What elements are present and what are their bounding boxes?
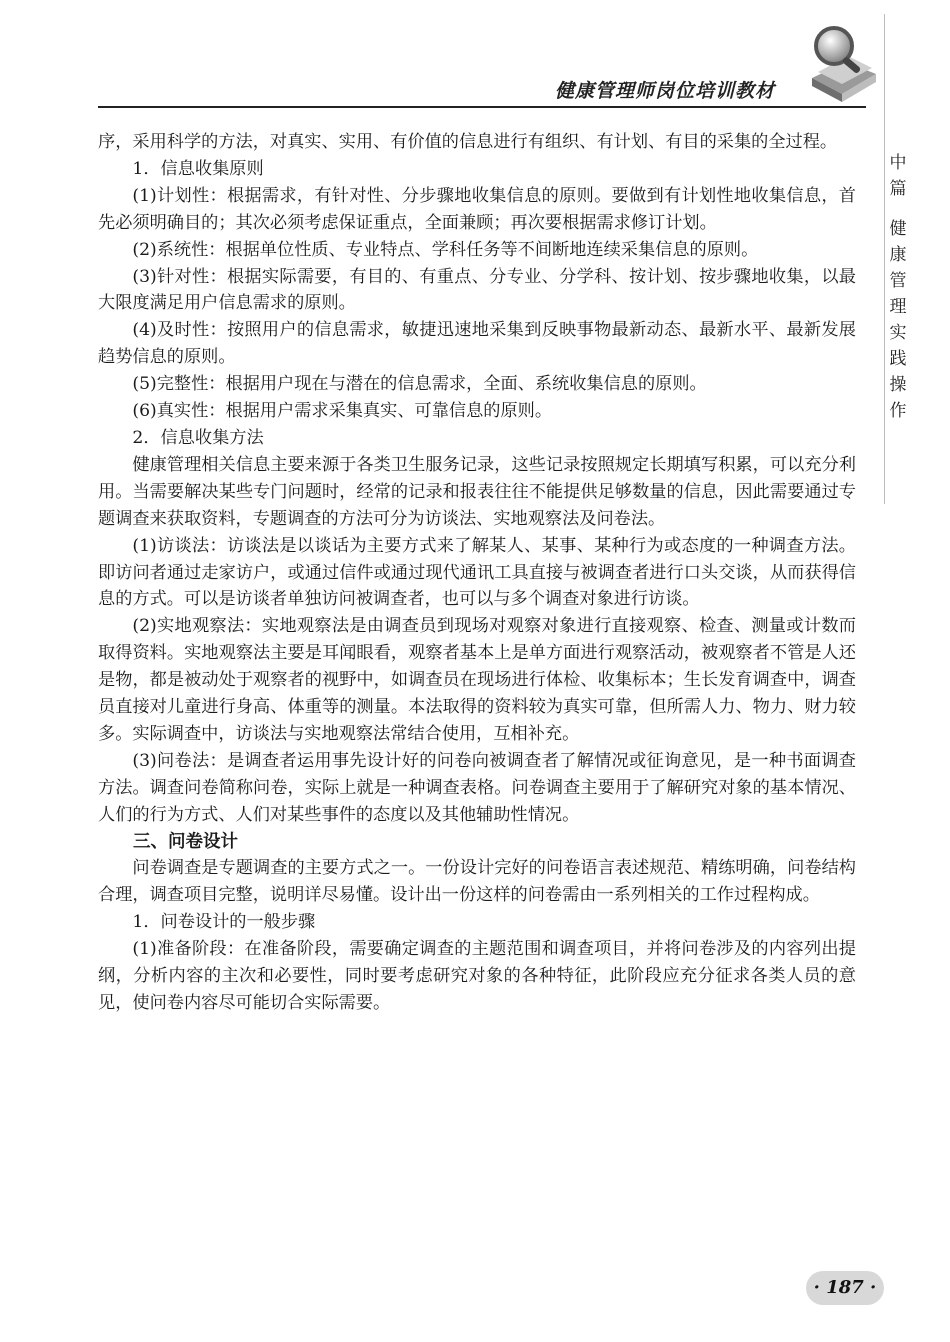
section-heading: 三、问卷设计 — [133, 831, 238, 852]
subheading: 1．问卷设计的一般步骤 — [132, 912, 316, 933]
body-text — [98, 129, 856, 1017]
side-label-part: 中篇 — [889, 153, 907, 199]
side-rule — [884, 14, 885, 504]
paragraph: (5)完整性：根据用户现在与潜在的信息需求，全面、系统收集信息的原则。 — [132, 374, 707, 395]
paragraph: 问卷调查是专题调查的主要方式之一。一份设计完好的问卷语言表述规范、精练明确，问卷结构合理，调查项目完整，说明详尽易懂。设计出一份这样的问卷需由一系列相关的工作过程构成。 — [98, 858, 856, 906]
page-number: · 187 · — [806, 1271, 884, 1305]
paragraph: 健康管理相关信息主要来源于各类卫生服务记录，这些记录按照规定长期填写积累，可以充分利用。当需要解决某些专门问题时，经常的记录和报表往往不能提供足够数量的信息，因此需要通过专题调查来获取资料，专题调查的方法可分为访谈法、实地观察法及问卷法。 — [98, 454, 856, 529]
paragraph: (1)准备阶段：在准备阶段，需要确定调查的主题范围和调查项目，并将问卷涉及的内容列出提纲，分析内容的主次和必要性，同时要考虑研究对象的各种特征，此阶段应充分征求各类人员的意见，使问卷内容尽可能切合实际需要。 — [98, 939, 856, 1013]
header-rule — [98, 106, 866, 108]
header-title: 健康管理师岗位培训教材 — [555, 80, 776, 102]
paragraph: 序，采用科学的方法，对真实、实用、有价值的信息进行有组织、有计划、有目的采集的全过程。 — [98, 132, 838, 152]
book-magnifier-icon — [808, 16, 880, 106]
paragraph: (3)问卷法：是调查者运用事先设计好的问卷向被调查者了解情况或征询意见，是一种书面调查方法。调查问卷简称问卷，实际上就是一种调查表格。问卷调查主要用于了解研究对象的基本情况、人们的行为方式、人们对某些事件的态度以及其他辅助性情况。 — [98, 750, 856, 825]
paragraph: (4)及时性：按照用户的信息需求，敏捷迅速地采集到反映事物最新动态、最新水平、最新发展趋势信息的原则。 — [98, 320, 856, 368]
side-label-section: 健康管理实践操作 — [889, 219, 907, 421]
paragraph: (2)实地观察法：实地观察法是由调查员到现场对观察对象进行直接观察、检查、测量或计数而取得资料。实地观察法主要是耳闻眼看，观察者基本上是单方面进行观察活动，被观察者不管是人还是物，都是被动处于观察者的视野中，如调查员在现场进行体检、收集标本；生长发育调查中，调查员直接对儿童进行身高、体重等的测量。本法取得的资料较为真实可靠，但所需人力、物力、财力较多。实际调查中，访谈法与实地观察法常结合使用，互相补充。 — [98, 616, 856, 744]
page-header — [0, 0, 950, 130]
paragraph: (1)访谈法：访谈法是以谈话为主要方式来了解某人、某事、某种行为或态度的一种调查方法。即访问者通过走家访户，或通过信件或通过现代通讯工具直接与被调查者进行口头交谈，从而获得信息的方式。可以是访谈者单独访问被调查者，也可以与多个调查对象进行访谈。 — [98, 535, 856, 610]
subheading: 1．信息收集原则 — [132, 158, 264, 179]
side-label — [888, 150, 908, 424]
paragraph: (3)针对性：根据实际需要，有目的、有重点、分专业、分学科、按计划、按步骤地收集，以最大限度满足用户信息需求的原则。 — [98, 266, 856, 314]
subheading: 2．信息收集方法 — [132, 427, 264, 448]
paragraph: (1)计划性：根据需求，有针对性、分步骤地收集信息的原则。要做到有计划性地收集信息，首先必须明确目的；其次必须考虑保证重点，全面兼顾；再次要根据需求修订计划。 — [98, 185, 856, 233]
paragraph: (2)系统性：根据单位性质、专业特点、学科任务等不间断地连续采集信息的原则。 — [132, 239, 759, 260]
paragraph: (6)真实性：根据用户需求采集真实、可靠信息的原则。 — [132, 401, 553, 422]
